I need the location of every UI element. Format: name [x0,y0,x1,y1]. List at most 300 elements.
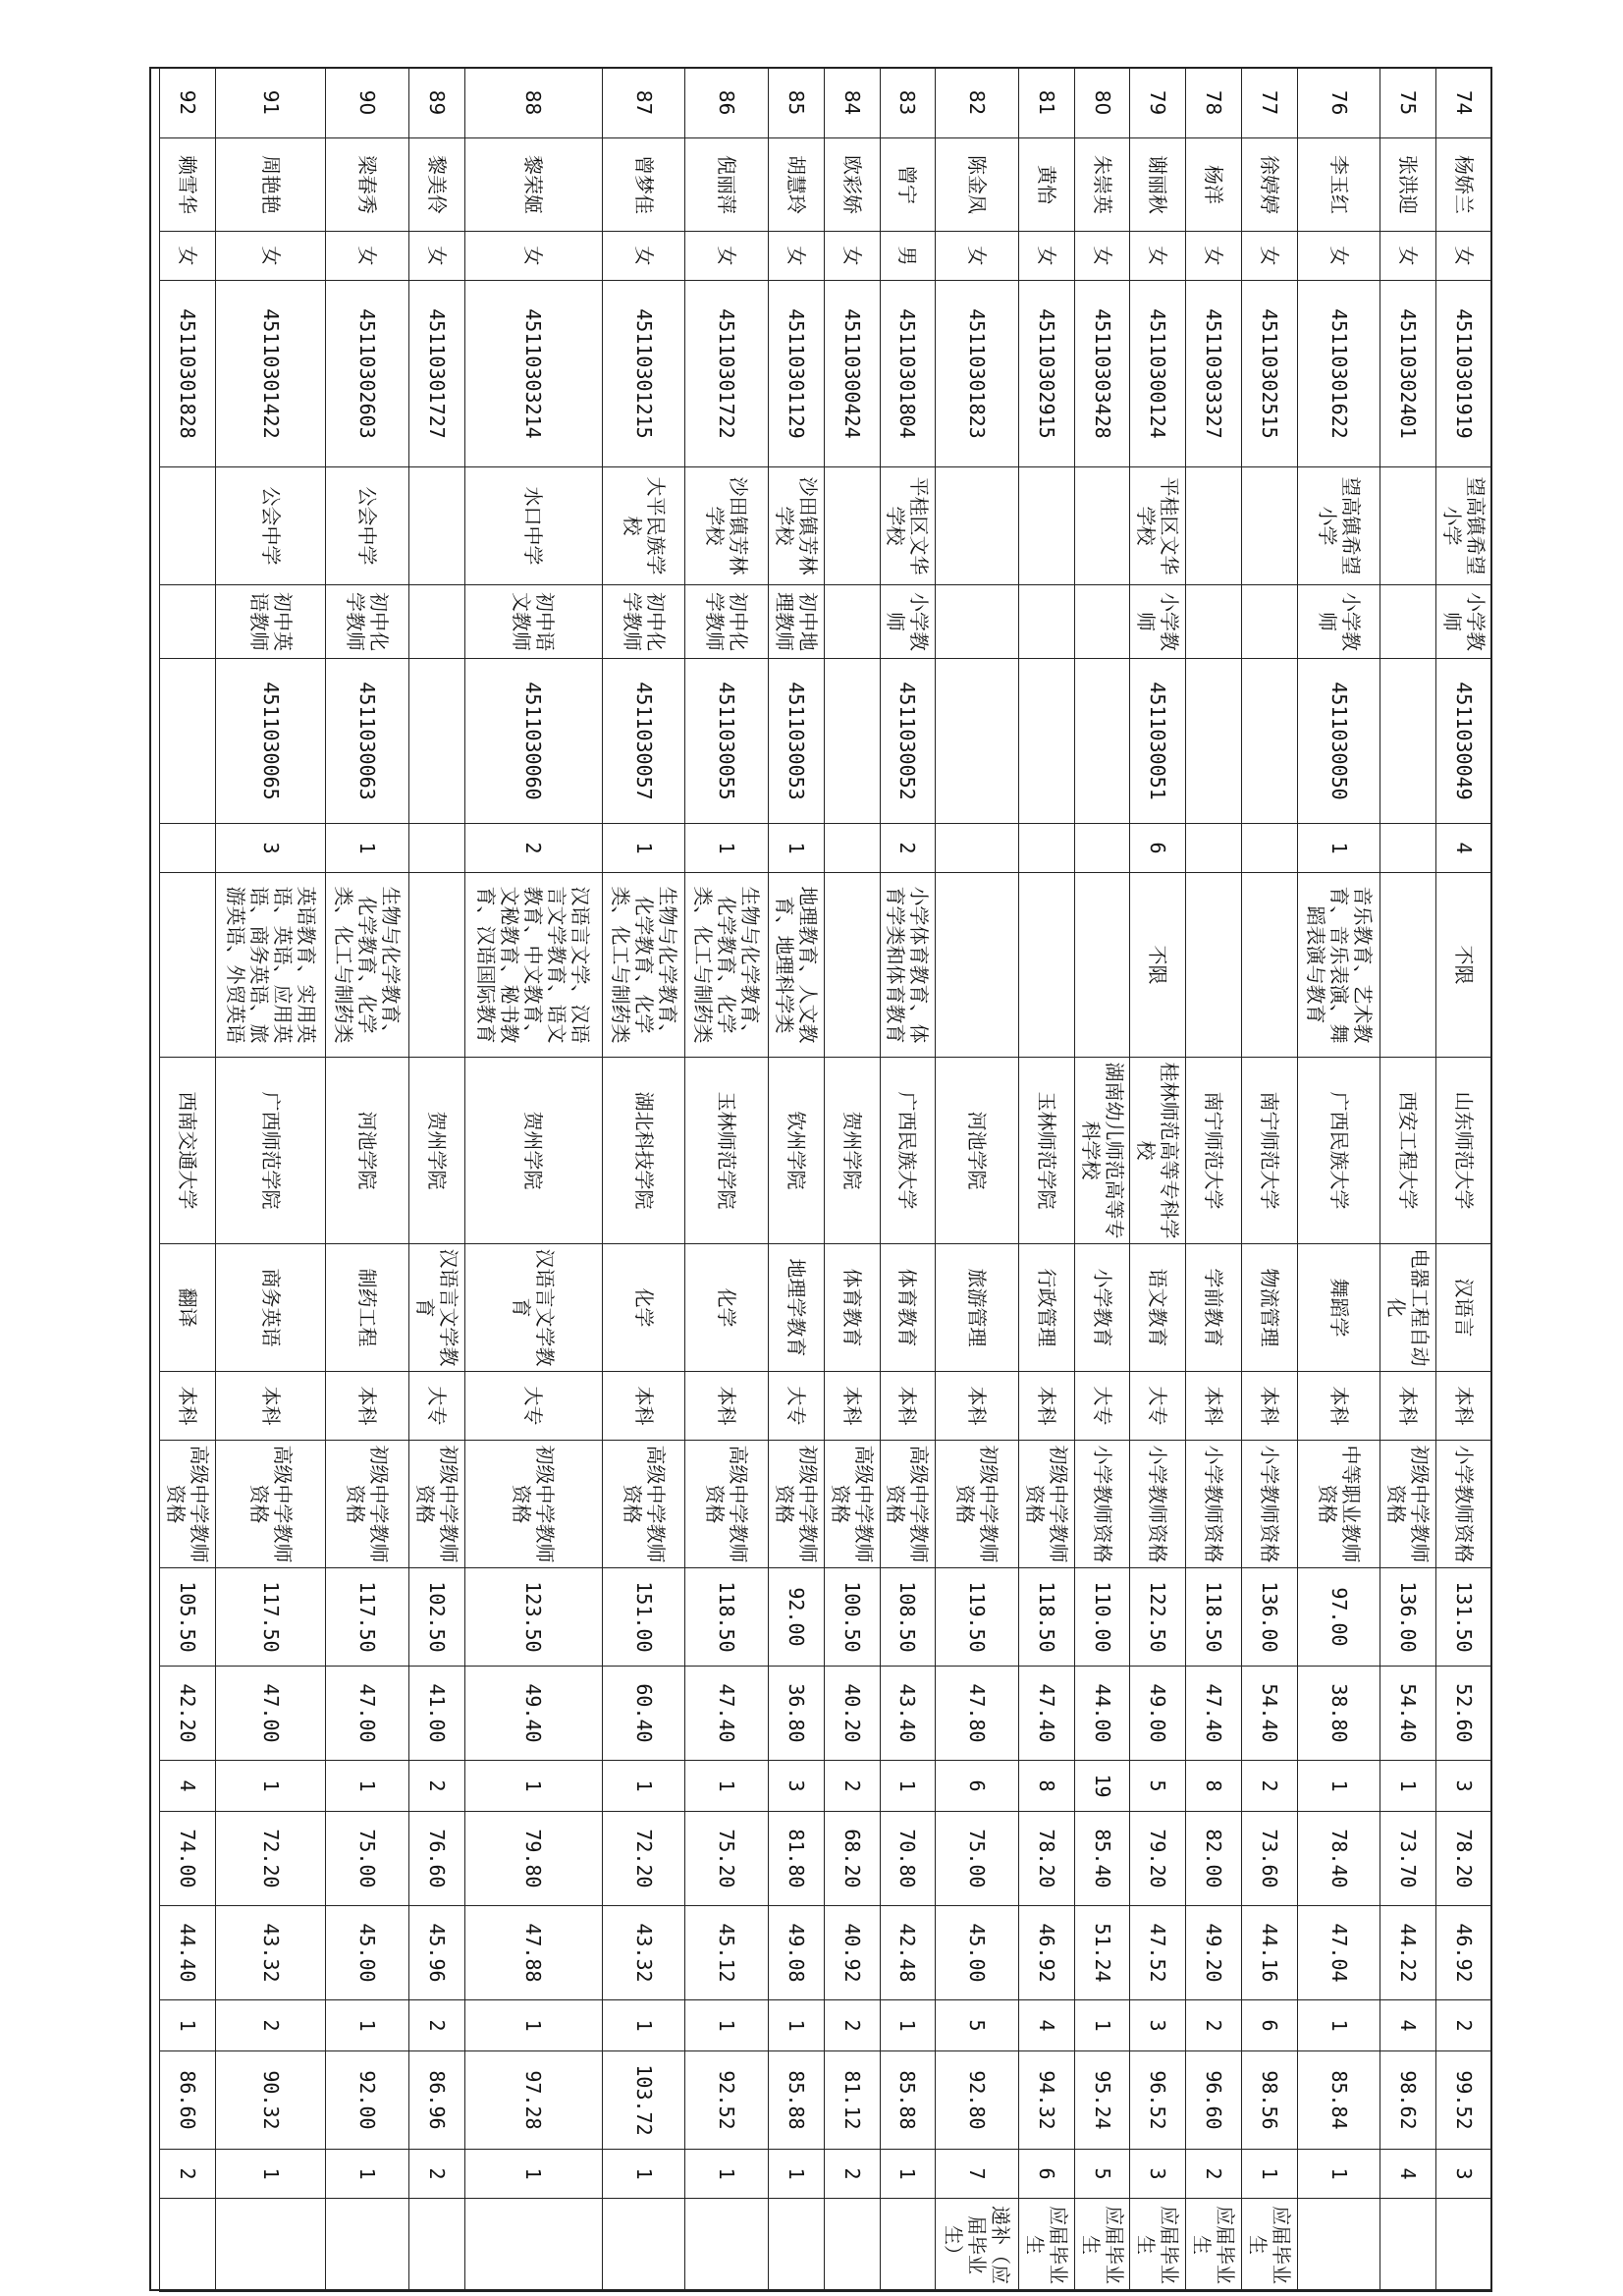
plan-count-cell: 2 [464,824,602,873]
post-code-cell [1074,659,1130,824]
degree-cell: 大专 [464,1372,602,1441]
written-raw-score-cell: 136.00 [1380,1568,1436,1667]
sex-cell: 女 [936,232,1019,281]
plan-count-cell [824,824,880,873]
written-raw-score-cell: 110.00 [1074,1568,1130,1667]
name-cell: 欧彩娇 [824,138,880,232]
total-rank-cell: 3 [1436,2150,1492,2199]
degree-cell: 本科 [936,1372,1019,1441]
written-rank-cell: 1 [602,1761,685,1812]
sex-cell: 女 [408,232,464,281]
interview-rank-cell: 2 [215,2000,325,2051]
school-cell [1242,467,1298,585]
degree-cell: 大专 [1130,1372,1186,1441]
total-score-cell: 92.52 [685,2051,769,2150]
post-code-cell: 4511030063 [326,659,409,824]
plan-count-cell: 6 [1130,824,1186,873]
major-requirement-cell [1380,873,1436,1058]
interview-score-cell: 75.00 [936,1812,1019,1906]
written-score-cell: 47.00 [326,1667,409,1761]
no-cell: 81 [1018,68,1074,138]
note-cell [1297,2199,1380,2292]
major-requirement-cell: 小学体育教育、体育学类和体育教育 [880,873,936,1058]
major-requirement-cell: 生物与化学教育、化学教育、化学类、化工与制药类 [602,873,685,1058]
interview-weighted-cell: 47.52 [1130,1906,1186,2000]
major-cell: 旅游管理 [936,1244,1019,1372]
written-raw-score-cell: 151.00 [602,1568,685,1667]
name-cell: 黄怡 [1018,138,1074,232]
exam-no-cell: 45110300124 [1130,281,1186,467]
graduate-school-cell: 贺州学院 [408,1058,464,1244]
interview-rank-cell: 1 [769,2000,825,2051]
no-cell: 83 [880,68,936,138]
total-rank-cell: 2 [408,2150,464,2199]
written-raw-score-cell: 108.50 [880,1568,936,1667]
post-code-cell: 4511030053 [769,659,825,824]
certificate-cell: 高级中学教师资格 [602,1441,685,1568]
school-cell [160,467,216,585]
written-rank-cell: 6 [936,1761,1019,1812]
major-requirement-cell: 生物与化学教育、化学教育、化学类、化工与制药类 [685,873,769,1058]
sex-cell: 女 [1242,232,1298,281]
sex-cell: 女 [1297,232,1380,281]
exam-no-cell: 45110302915 [1018,281,1074,467]
interview-weighted-cell: 47.88 [464,1906,602,2000]
total-rank-cell: 6 [1018,2150,1074,2199]
certificate-cell: 高级中学教师资格 [215,1441,325,1568]
interview-score-cell: 78.40 [1297,1812,1380,1906]
interview-rank-cell: 2 [1186,2000,1242,2051]
written-score-cell: 36.80 [769,1667,825,1761]
plan-count-cell [1186,824,1242,873]
total-score-cell: 98.56 [1242,2051,1298,2150]
total-score-cell: 81.12 [824,2051,880,2150]
interview-weighted-cell: 45.00 [326,1906,409,2000]
table-row [1380,68,1436,2292]
total-score-cell: 96.60 [1186,2051,1242,2150]
total-score-cell: 90.32 [215,2051,325,2150]
major-cell: 舞蹈学 [1297,1244,1380,1372]
interview-rank-cell: 4 [1380,2000,1436,2051]
note-cell [602,2199,685,2292]
plan-count-cell [936,824,1019,873]
total-score-cell: 85.88 [769,2051,825,2150]
interview-rank-cell: 2 [824,2000,880,2051]
written-rank-cell: 2 [824,1761,880,1812]
plan-count-cell [1074,824,1130,873]
degree-cell: 本科 [1380,1372,1436,1441]
note-cell [880,2199,936,2292]
certificate-cell: 小学教师资格 [1436,1441,1492,1568]
interview-score-cell: 75.00 [326,1812,409,1906]
name-cell: 徐婷婷 [1242,138,1298,232]
table-row [215,68,325,2292]
school-cell [1186,467,1242,585]
written-score-cell: 47.00 [215,1667,325,1761]
table-row [1130,68,1186,2292]
written-raw-score-cell: 102.50 [408,1568,464,1667]
note-cell: 应届毕业生 [1242,2199,1298,2292]
post-cell: 初中语文教师 [464,585,602,659]
major-requirement-cell: 英语教育、实用英语、英语、应用英语、商务英语、旅游英语、外贸英语 [215,873,325,1058]
interview-rank-cell: 1 [685,2000,769,2051]
school-cell [936,467,1019,585]
sex-cell: 女 [1186,232,1242,281]
certificate-cell: 初级中学教师资格 [408,1441,464,1568]
post-code-cell: 4511030052 [880,659,936,824]
note-cell: 递补（应届毕业生） [936,2199,1019,2292]
exam-no-cell: 45110301804 [880,281,936,467]
major-cell: 化学 [685,1244,769,1372]
graduate-school-cell: 南宁师范大学 [1242,1058,1298,1244]
sex-cell: 男 [880,232,936,281]
interview-score-cell: 75.20 [685,1812,769,1906]
name-cell: 李玉红 [1297,138,1380,232]
written-raw-score-cell: 92.00 [769,1568,825,1667]
written-rank-cell: 5 [1130,1761,1186,1812]
post-code-cell [408,659,464,824]
written-score-cell: 49.00 [1130,1667,1186,1761]
written-score-cell: 42.20 [160,1667,216,1761]
degree-cell: 本科 [1018,1372,1074,1441]
certificate-cell: 中等职业教师资格 [1297,1441,1380,1568]
total-score-cell: 92.00 [326,2051,409,2150]
table-row [602,68,685,2292]
table-row [1018,68,1074,2292]
interview-weighted-cell: 49.20 [1186,1906,1242,2000]
table-body [160,68,1492,2292]
major-cell: 汉语言文学教育 [464,1244,602,1372]
interview-rank-cell: 2 [408,2000,464,2051]
plan-count-cell: 3 [215,824,325,873]
major-requirement-cell [408,873,464,1058]
interview-weighted-cell: 43.32 [602,1906,685,2000]
major-requirement-cell [1186,873,1242,1058]
post-cell: 小学教师 [880,585,936,659]
written-raw-score-cell: 131.50 [1436,1568,1492,1667]
interview-weighted-cell: 45.12 [685,1906,769,2000]
graduate-school-cell: 广西师范学院 [215,1058,325,1244]
post-code-cell [936,659,1019,824]
written-score-cell: 60.40 [602,1667,685,1761]
certificate-cell: 小学教师资格 [1130,1441,1186,1568]
major-cell: 地理学教育 [769,1244,825,1372]
post-code-cell: 4511030051 [1130,659,1186,824]
degree-cell: 大专 [769,1372,825,1441]
total-rank-cell: 7 [936,2150,1019,2199]
exam-no-cell: 45110301727 [408,281,464,467]
name-cell: 谢丽秋 [1130,138,1186,232]
written-raw-score-cell: 117.50 [215,1568,325,1667]
exam-no-cell: 45110301215 [602,281,685,467]
exam-no-cell: 45110302515 [1242,281,1298,467]
interview-score-cell: 73.70 [1380,1812,1436,1906]
major-requirement-cell: 不限 [1130,873,1186,1058]
written-score-cell: 54.40 [1380,1667,1436,1761]
exam-no-cell: 45110301722 [685,281,769,467]
written-score-cell: 41.00 [408,1667,464,1761]
no-cell: 82 [936,68,1019,138]
school-cell: 大平民族学校 [602,467,685,585]
certificate-cell: 高级中学教师资格 [880,1441,936,1568]
no-cell: 76 [1297,68,1380,138]
post-code-cell: 4511030057 [602,659,685,824]
table-row [1186,68,1242,2292]
graduate-school-cell: 广西民族大学 [1297,1058,1380,1244]
total-rank-cell: 1 [1242,2150,1298,2199]
certificate-cell: 小学教师资格 [1074,1441,1130,1568]
interview-score-cell: 79.20 [1130,1812,1186,1906]
table-row [464,68,602,2292]
post-cell: 初中化学教师 [602,585,685,659]
graduate-school-cell: 西南交通大学 [160,1058,216,1244]
interview-rank-cell: 1 [1074,2000,1130,2051]
interview-score-cell: 74.00 [160,1812,216,1906]
graduate-school-cell: 贺州学院 [464,1058,602,1244]
post-cell [1018,585,1074,659]
school-cell: 平桂区文华学校 [880,467,936,585]
post-code-cell: 4511030050 [1297,659,1380,824]
interview-score-cell: 78.20 [1436,1812,1492,1906]
post-cell [1242,585,1298,659]
name-cell: 张洪迎 [1380,138,1436,232]
post-cell [1186,585,1242,659]
post-cell: 小学教师 [1297,585,1380,659]
certificate-cell: 高级中学教师资格 [824,1441,880,1568]
post-cell: 初中地理教师 [769,585,825,659]
sex-cell: 女 [464,232,602,281]
note-cell: 应届毕业生 [1186,2199,1242,2292]
certificate-cell: 初级中学教师资格 [464,1441,602,1568]
written-rank-cell: 2 [1242,1761,1298,1812]
table-row [160,68,216,2292]
sex-cell: 女 [1018,232,1074,281]
graduate-school-cell: 玉林师范学院 [685,1058,769,1244]
degree-cell: 本科 [824,1372,880,1441]
interview-weighted-cell: 44.40 [160,1906,216,2000]
exam-no-cell: 45110302401 [1380,281,1436,467]
major-requirement-cell: 音乐教育、艺术教育、音乐表演、舞蹈表演与教育 [1297,873,1380,1058]
major-cell: 电器工程自动化 [1380,1244,1436,1372]
table-row [769,68,825,2292]
post-code-cell [1242,659,1298,824]
graduate-school-cell: 钦州学院 [769,1058,825,1244]
note-cell [160,2199,216,2292]
post-cell: 初中化学教师 [685,585,769,659]
major-cell: 物流管理 [1242,1244,1298,1372]
school-cell: 望高镇希望小学 [1436,467,1492,585]
written-score-cell: 47.40 [685,1667,769,1761]
interview-rank-cell: 1 [326,2000,409,2051]
written-raw-score-cell: 117.50 [326,1568,409,1667]
total-score-cell: 86.60 [160,2051,216,2150]
written-rank-cell: 3 [769,1761,825,1812]
interview-rank-cell: 3 [1130,2000,1186,2051]
name-cell: 陈金凤 [936,138,1019,232]
note-cell [1380,2199,1436,2292]
post-cell: 小学教师 [1436,585,1492,659]
rotated-table-wrapper [159,67,1492,2291]
degree-cell: 本科 [685,1372,769,1441]
post-cell: 初中英语教师 [215,585,325,659]
note-cell [464,2199,602,2292]
written-raw-score-cell: 105.50 [160,1568,216,1667]
interview-weighted-cell: 44.16 [1242,1906,1298,2000]
major-cell: 商务英语 [215,1244,325,1372]
written-rank-cell: 1 [685,1761,769,1812]
post-cell: 初中化学教师 [326,585,409,659]
name-cell: 杨娇兰 [1436,138,1492,232]
school-cell: 公会中学 [215,467,325,585]
total-score-cell: 92.80 [936,2051,1019,2150]
plan-count-cell [160,824,216,873]
total-score-cell: 103.72 [602,2051,685,2150]
post-cell [936,585,1019,659]
degree-cell: 本科 [215,1372,325,1441]
major-requirement-cell: 不限 [1436,873,1492,1058]
certificate-cell: 初级中学教师资格 [1380,1441,1436,1568]
name-cell: 曾梦佳 [602,138,685,232]
school-cell [1074,467,1130,585]
interview-score-cell: 82.00 [1186,1812,1242,1906]
written-score-cell: 49.40 [464,1667,602,1761]
graduate-school-cell: 玉林师范学院 [1018,1058,1074,1244]
major-cell: 制药工程 [326,1244,409,1372]
major-cell: 化学 [602,1244,685,1372]
interview-score-cell: 76.60 [408,1812,464,1906]
certificate-cell: 小学教师资格 [1242,1441,1298,1568]
total-rank-cell: 1 [1297,2150,1380,2199]
post-cell [1380,585,1436,659]
plan-count-cell: 4 [1436,824,1492,873]
total-rank-cell: 1 [215,2150,325,2199]
total-rank-cell: 2 [160,2150,216,2199]
table-row [1074,68,1130,2292]
written-rank-cell: 8 [1186,1761,1242,1812]
interview-score-cell: 79.80 [464,1812,602,1906]
interview-score-cell: 68.20 [824,1812,880,1906]
written-score-cell: 47.40 [1186,1667,1242,1761]
major-cell: 行政管理 [1018,1244,1074,1372]
interview-rank-cell: 4 [1018,2000,1074,2051]
major-cell: 语文教育 [1130,1244,1186,1372]
post-code-cell [1380,659,1436,824]
graduate-school-cell: 河池学院 [936,1058,1019,1244]
note-cell: 应届毕业生 [1074,2199,1130,2292]
written-rank-cell: 19 [1074,1761,1130,1812]
total-rank-cell: 1 [769,2150,825,2199]
name-cell: 倪丽萍 [685,138,769,232]
plan-count-cell: 1 [769,824,825,873]
name-cell: 周艳艳 [215,138,325,232]
graduate-school-cell: 西安工程大学 [1380,1058,1436,1244]
table-row [408,68,464,2292]
degree-cell: 大专 [1074,1372,1130,1441]
name-cell: 黎美伶 [408,138,464,232]
certificate-cell: 初级中学教师资格 [1018,1441,1074,1568]
written-score-cell: 40.20 [824,1667,880,1761]
written-rank-cell: 2 [408,1761,464,1812]
certificate-cell: 高级中学教师资格 [685,1441,769,1568]
plan-count-cell [1380,824,1436,873]
school-cell: 望高镇希望小学 [1297,467,1380,585]
no-cell: 89 [408,68,464,138]
written-score-cell: 43.40 [880,1667,936,1761]
note-cell: 应届毕业生 [1130,2199,1186,2292]
graduate-school-cell: 河池学院 [326,1058,409,1244]
total-rank-cell: 2 [824,2150,880,2199]
total-score-cell: 86.96 [408,2051,464,2150]
interview-weighted-cell: 40.92 [824,1906,880,2000]
name-cell: 朱崇英 [1074,138,1130,232]
interview-weighted-cell: 47.04 [1297,1906,1380,2000]
school-cell: 沙田镇芳林学校 [685,467,769,585]
written-score-cell: 38.80 [1297,1667,1380,1761]
sex-cell: 女 [602,232,685,281]
written-raw-score-cell: 118.50 [685,1568,769,1667]
written-raw-score-cell: 118.50 [1018,1568,1074,1667]
interview-weighted-cell: 43.32 [215,1906,325,2000]
post-code-cell [824,659,880,824]
written-score-cell: 47.40 [1018,1667,1074,1761]
note-cell [215,2199,325,2292]
written-raw-score-cell: 123.50 [464,1568,602,1667]
plan-count-cell: 1 [602,824,685,873]
table-row [326,68,409,2292]
degree-cell: 本科 [1436,1372,1492,1441]
interview-weighted-cell: 46.92 [1436,1906,1492,2000]
table-row [1436,68,1492,2292]
total-rank-cell: 1 [602,2150,685,2199]
interview-weighted-cell: 51.24 [1074,1906,1130,2000]
note-cell [1436,2199,1492,2292]
name-cell: 赖雪华 [160,138,216,232]
major-cell: 学前教育 [1186,1244,1242,1372]
major-requirement-cell [1018,873,1074,1058]
post-code-cell: 4511030060 [464,659,602,824]
certificate-cell: 初级中学教师资格 [326,1441,409,1568]
total-rank-cell: 5 [1074,2150,1130,2199]
written-rank-cell: 8 [1018,1761,1074,1812]
major-requirement-cell: 生物与化学教育、化学教育、化学类、化工与制药类 [326,873,409,1058]
total-rank-cell: 1 [880,2150,936,2199]
written-rank-cell: 1 [464,1761,602,1812]
exam-no-cell: 45110303428 [1074,281,1130,467]
school-cell [1380,467,1436,585]
no-cell: 87 [602,68,685,138]
note-cell [326,2199,409,2292]
sex-cell: 女 [326,232,409,281]
table-row [1297,68,1380,2292]
interview-weighted-cell: 46.92 [1018,1906,1074,2000]
sex-cell: 女 [1074,232,1130,281]
post-code-cell: 4511030049 [1436,659,1492,824]
post-code-cell [160,659,216,824]
exam-no-cell: 45110301129 [769,281,825,467]
note-cell [685,2199,769,2292]
school-cell [824,467,880,585]
sex-cell: 女 [1380,232,1436,281]
note-cell [408,2199,464,2292]
no-cell: 77 [1242,68,1298,138]
certificate-cell: 高级中学教师资格 [160,1441,216,1568]
no-cell: 85 [769,68,825,138]
sex-cell: 女 [769,232,825,281]
no-cell: 84 [824,68,880,138]
school-cell [408,467,464,585]
exam-no-cell: 45110302603 [326,281,409,467]
plan-count-cell: 1 [685,824,769,873]
